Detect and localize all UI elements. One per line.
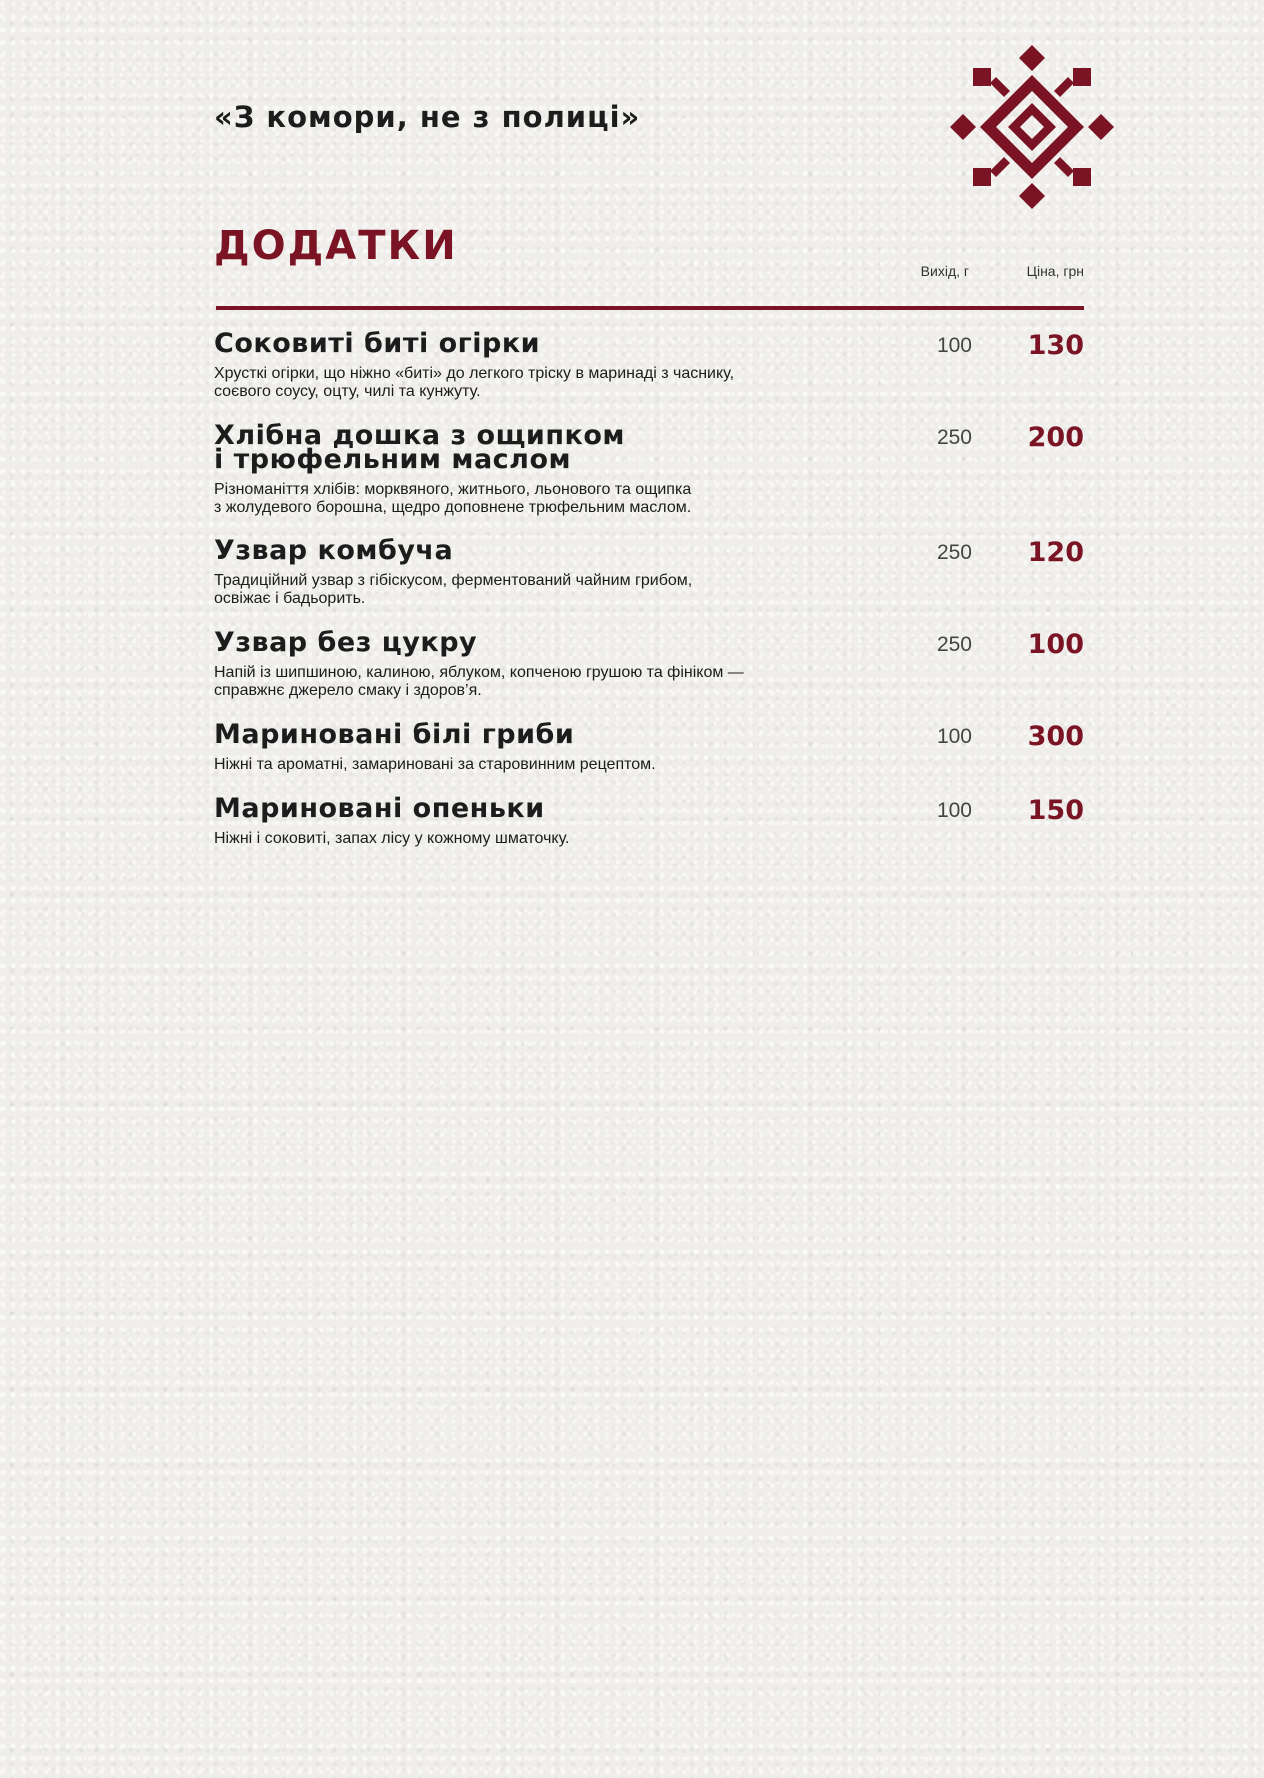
section-divider bbox=[216, 306, 1084, 310]
menu-item-name: Соковиті биті огірки bbox=[214, 328, 541, 359]
menu-item bbox=[214, 535, 1084, 631]
menu-item-price: 130 bbox=[1027, 330, 1084, 361]
menu-item bbox=[214, 328, 1084, 424]
menu-items-list bbox=[214, 328, 1084, 871]
menu-item-description: Хрусткі огірки, що ніжно «биті» до легкого тріску в маринаді з часнику, соєвого соусу, оцту, чилі та кунжуту. bbox=[214, 365, 735, 400]
menu-item bbox=[214, 793, 1084, 871]
menu-item-description: Ніжні і соковиті, запах лісу у кожному шматочку. bbox=[214, 830, 570, 847]
menu-page bbox=[214, 0, 1084, 1778]
menu-item-weight: 100 bbox=[936, 725, 972, 748]
menu-item-weight: 250 bbox=[936, 426, 972, 449]
column-header-price: Ціна, грн bbox=[1026, 263, 1084, 279]
menu-item-price: 300 bbox=[1027, 721, 1084, 752]
menu-item-name: Мариновані опеньки bbox=[214, 793, 545, 824]
menu-item-description: Напій із шипшиною, калиною, яблуком, копченою грушою та фініком — справжнє джерело смаку і здоров’я. bbox=[214, 664, 744, 699]
menu-item-description: Ніжні та ароматні, замариновані за старовинним рецептом. bbox=[214, 756, 656, 773]
menu-item-price: 200 bbox=[1027, 422, 1084, 453]
menu-item-weight: 250 bbox=[936, 633, 972, 656]
menu-item-description: Традиційний узвар з гібіскусом, ферментований чайним грибом, освіжає і бадьорить. bbox=[214, 572, 693, 607]
ukrainian-embroidery-ornament-icon bbox=[950, 45, 1114, 209]
menu-item-description: Різноманіття хлібів: морквяного, житнього, льонового та ощипка з жолудевого борошна, щедро доповнене трюфельним маслом. bbox=[214, 481, 692, 516]
menu-item-name: Мариновані білі гриби bbox=[214, 719, 575, 750]
menu-item-price: 120 bbox=[1027, 537, 1084, 568]
section-title: ДОДАТКИ bbox=[214, 223, 458, 269]
column-header-weight: Вихід, г bbox=[920, 263, 969, 279]
menu-item bbox=[214, 627, 1084, 723]
menu-item-price: 150 bbox=[1027, 795, 1084, 826]
menu-item-weight: 100 bbox=[936, 334, 972, 357]
menu-item-price: 100 bbox=[1027, 629, 1084, 660]
menu-item-weight: 100 bbox=[936, 799, 972, 822]
menu-item-name: Узвар без цукру bbox=[214, 627, 478, 658]
menu-item-name: Узвар комбуча bbox=[214, 535, 454, 566]
menu-item-weight: 250 bbox=[936, 541, 972, 564]
menu-item bbox=[214, 719, 1084, 797]
menu-tagline: «З комори, не з полиці» bbox=[214, 100, 641, 134]
menu-item bbox=[214, 420, 1084, 539]
menu-item-name: Хлібна дошка з ощипком і трюфельним маслом bbox=[214, 420, 625, 475]
